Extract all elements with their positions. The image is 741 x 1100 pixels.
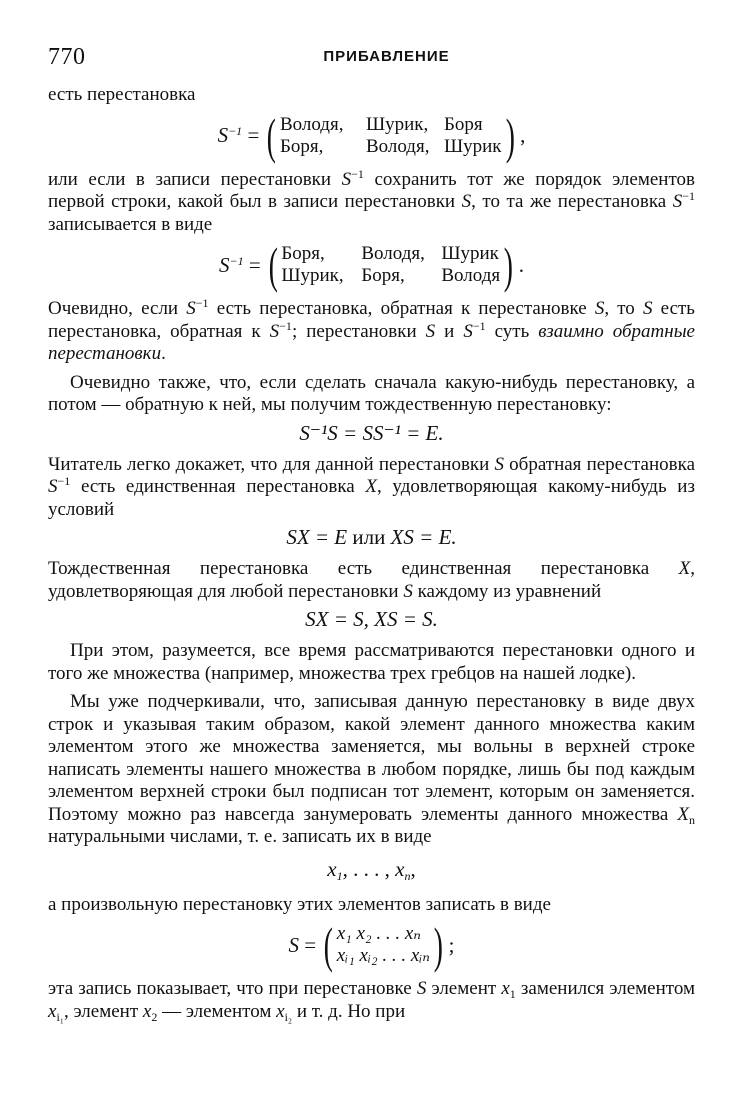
formula-trailing-punct: .	[518, 252, 525, 277]
formula-general-permutation	[48, 917, 695, 973]
cell: Боря,	[281, 243, 325, 264]
equals-sign: =	[304, 932, 317, 957]
cell: Шурик	[443, 135, 502, 157]
symbol-s: S	[341, 168, 352, 190]
symbol-x: x	[501, 978, 510, 999]
formula-trailing-punct: ;	[448, 932, 455, 957]
text-span: , то та же перестановка	[471, 191, 673, 212]
formula-lhs: S	[288, 932, 299, 957]
paragraph-4	[48, 372, 695, 417]
symbol-x-set: X	[677, 803, 689, 825]
text-span: , элемент	[63, 1000, 143, 1022]
paragraph-3	[48, 298, 695, 366]
text-span: есть единственная перестановка	[70, 476, 366, 497]
matrix-row-top	[280, 114, 502, 136]
cell: Шурик,	[365, 113, 429, 135]
symbol-s: S	[269, 320, 280, 342]
symbol-sup: −1	[57, 474, 71, 488]
symbol-sub: i₂	[284, 1009, 293, 1024]
text-span: , удовлетворяющая какому-нибудь из условий	[48, 476, 695, 520]
symbol-x: X	[365, 476, 378, 497]
symbol-s: S	[642, 298, 653, 319]
equals-sign: =	[247, 123, 260, 147]
symbol-sub: i₁	[56, 1009, 64, 1024]
right-paren: )	[503, 237, 514, 293]
formula-sup: −1	[229, 253, 244, 268]
paragraph-10	[48, 978, 695, 1023]
cell: Володя	[441, 265, 501, 286]
cell: Боря,	[279, 135, 324, 157]
paragraph-9-text: а произвольную перестановку этих элементов записать в виде	[48, 893, 551, 915]
emphasis: взаимно обратные перестановки	[48, 320, 695, 364]
cell: Володя,	[279, 113, 344, 135]
permutation-matrix-1	[217, 107, 526, 164]
text-span: эта запись показывает, что при перестановке	[48, 978, 417, 999]
formula-equations-expr: SX = S, XS = S.	[305, 607, 438, 631]
symbol-s: S	[186, 298, 196, 319]
symbol-s: S	[463, 320, 473, 342]
symbol-s: S	[494, 453, 504, 475]
page-header	[48, 44, 695, 84]
paragraph-5	[48, 454, 695, 522]
formula-sequence	[48, 857, 695, 882]
formula-identity-expr: S⁻¹S = SS⁻¹ = E.	[299, 420, 444, 445]
equals-sign: =	[248, 252, 261, 277]
symbol-sub: 1	[509, 987, 516, 1001]
symbol-x: X	[678, 558, 691, 579]
formula-right: XS = E.	[390, 525, 457, 549]
symbol-x: x	[276, 1000, 285, 1022]
text-span: — элементом	[157, 1000, 277, 1022]
seq-dots: , . . . ,	[342, 856, 396, 881]
text-span: есть перестановка, обратная к перестановке	[208, 298, 595, 319]
cell: Боря	[443, 113, 483, 135]
left-paren: (	[267, 107, 277, 164]
paragraph-7	[48, 640, 695, 685]
matrix-row-bottom: xᵢ₁ xᵢ₂ . . . xᵢₙ	[336, 945, 430, 966]
text-span: заменился элементом	[515, 978, 695, 999]
cell: Володя,	[365, 135, 430, 157]
seq-x: x	[327, 856, 337, 881]
text-span: обратная перестановка	[504, 453, 695, 475]
symbol-s: S	[425, 320, 436, 342]
seq-x: x	[395, 856, 405, 881]
right-paren: )	[505, 107, 515, 164]
formula-sup: −1	[228, 124, 243, 138]
paragraph-2	[48, 166, 695, 237]
seq-sub: 1	[336, 868, 343, 883]
left-paren: (	[268, 237, 278, 293]
cell: Володя,	[361, 243, 425, 264]
symbol-s: S	[403, 580, 413, 602]
formula-equations	[48, 607, 695, 632]
symbol-s: S	[48, 476, 58, 497]
symbol-s: S	[594, 298, 605, 319]
symbol-sup: −1	[682, 189, 695, 203]
symbol-x: x	[48, 1000, 57, 1022]
symbol-sub: n	[689, 812, 695, 827]
page-number: 770	[48, 44, 86, 70]
matrix-row-bottom	[280, 136, 502, 158]
symbol-s: S	[416, 978, 427, 999]
paragraph-9	[48, 894, 695, 917]
symbol-sub: 2	[151, 1009, 158, 1024]
seq-trail: ,	[410, 856, 416, 881]
formula-left: SX = E	[286, 525, 348, 549]
text-span: и т. д. Но при	[292, 1000, 406, 1022]
text-span: Читатель легко докажет, что для данной перестановки	[48, 453, 495, 475]
running-head: ПРИБАВЛЕНИЕ	[323, 48, 450, 65]
text-span: Тождественная перестановка есть единственная перестановка	[48, 558, 679, 579]
symbol-sup: −1	[279, 318, 292, 333]
paragraph-6	[48, 558, 695, 603]
text-span: суть	[485, 320, 539, 342]
text-span: элемент	[426, 978, 502, 999]
symbol-x: x	[142, 1000, 152, 1022]
formula-or: или	[352, 525, 386, 549]
symbol-sup: −1	[195, 296, 209, 310]
matrix-row-top: x₁ x₂ . . . xₙ	[336, 923, 421, 944]
text-span: ; перестановки	[291, 320, 426, 342]
symbol-sup: −1	[472, 318, 486, 333]
paragraph-1	[48, 84, 695, 107]
matrix-rows	[281, 243, 500, 287]
text-span: Очевидно, если	[48, 298, 187, 319]
text-span: , то	[604, 298, 643, 319]
text-span: , удовлетворяющая для любой перестановки	[48, 558, 695, 602]
text-span: .	[161, 343, 166, 364]
formula-inverse-2	[48, 237, 695, 293]
symbol-s: S	[461, 191, 472, 212]
formula-identity	[48, 421, 695, 446]
paragraph-4-text: Очевидно также, что, если сделать сначала какую-нибудь перестановку, а потом — обратную к ней, мы получим тождественную перестановку:	[48, 371, 695, 415]
permutation-matrix-2	[218, 237, 525, 293]
paragraph-1-text: есть перестановка	[48, 84, 196, 105]
text-span: записывается в виде	[48, 213, 213, 235]
cell: Шурик	[441, 243, 499, 264]
text-span: сохранить тот же порядок элементов первой строки, какой был в записи перестановки	[48, 168, 695, 212]
permutation-matrix-3	[288, 917, 455, 973]
matrix-rows	[337, 923, 430, 967]
matrix-rows	[280, 114, 502, 158]
formula-lhs: S	[218, 252, 230, 277]
formula-trailing-punct: ,	[520, 123, 526, 147]
seq-sub: n	[404, 868, 411, 883]
text-span: есть перестановка, обратная к	[48, 298, 695, 342]
symbol-sup: −1	[351, 166, 364, 181]
formula-lhs: S	[217, 123, 229, 147]
cell: Шурик,	[281, 265, 344, 286]
text-span: натуральными числами, т. е. записать их в виде	[48, 826, 432, 847]
text-span: или если в записи перестановки	[48, 168, 342, 190]
formula-inverse-1	[48, 107, 695, 164]
formula-conditions	[48, 525, 695, 550]
symbol-s: S	[672, 191, 683, 212]
paragraph-7-text: При этом, разумеется, все время рассматриваются перестановки одного и того же множества (например, множества трех гребцов на нашей лодке).	[48, 640, 695, 684]
right-paren: )	[433, 917, 443, 973]
matrix-row-top	[281, 243, 500, 265]
matrix-row-bottom	[281, 265, 500, 287]
text-span: и	[435, 320, 464, 342]
paragraph-8	[48, 691, 695, 849]
text-span: Мы уже подчеркивали, что, записывая данную перестановку в виде двух строк и указывая таким образом, какой элемент данного множества каким элементом этого же множества заменяется, мы вольны в верхней строке написать элементы нашего множества в любом порядке, лишь бы под каждым элементом верхней строки был подписан тот элемент, которым он заменяется. Поэтому можно раз навсегда занумеровать элементы данного множества	[48, 691, 695, 825]
left-paren: (	[323, 917, 334, 973]
text-span: каждому из уравнений	[412, 580, 602, 602]
cell: Боря,	[361, 265, 405, 286]
